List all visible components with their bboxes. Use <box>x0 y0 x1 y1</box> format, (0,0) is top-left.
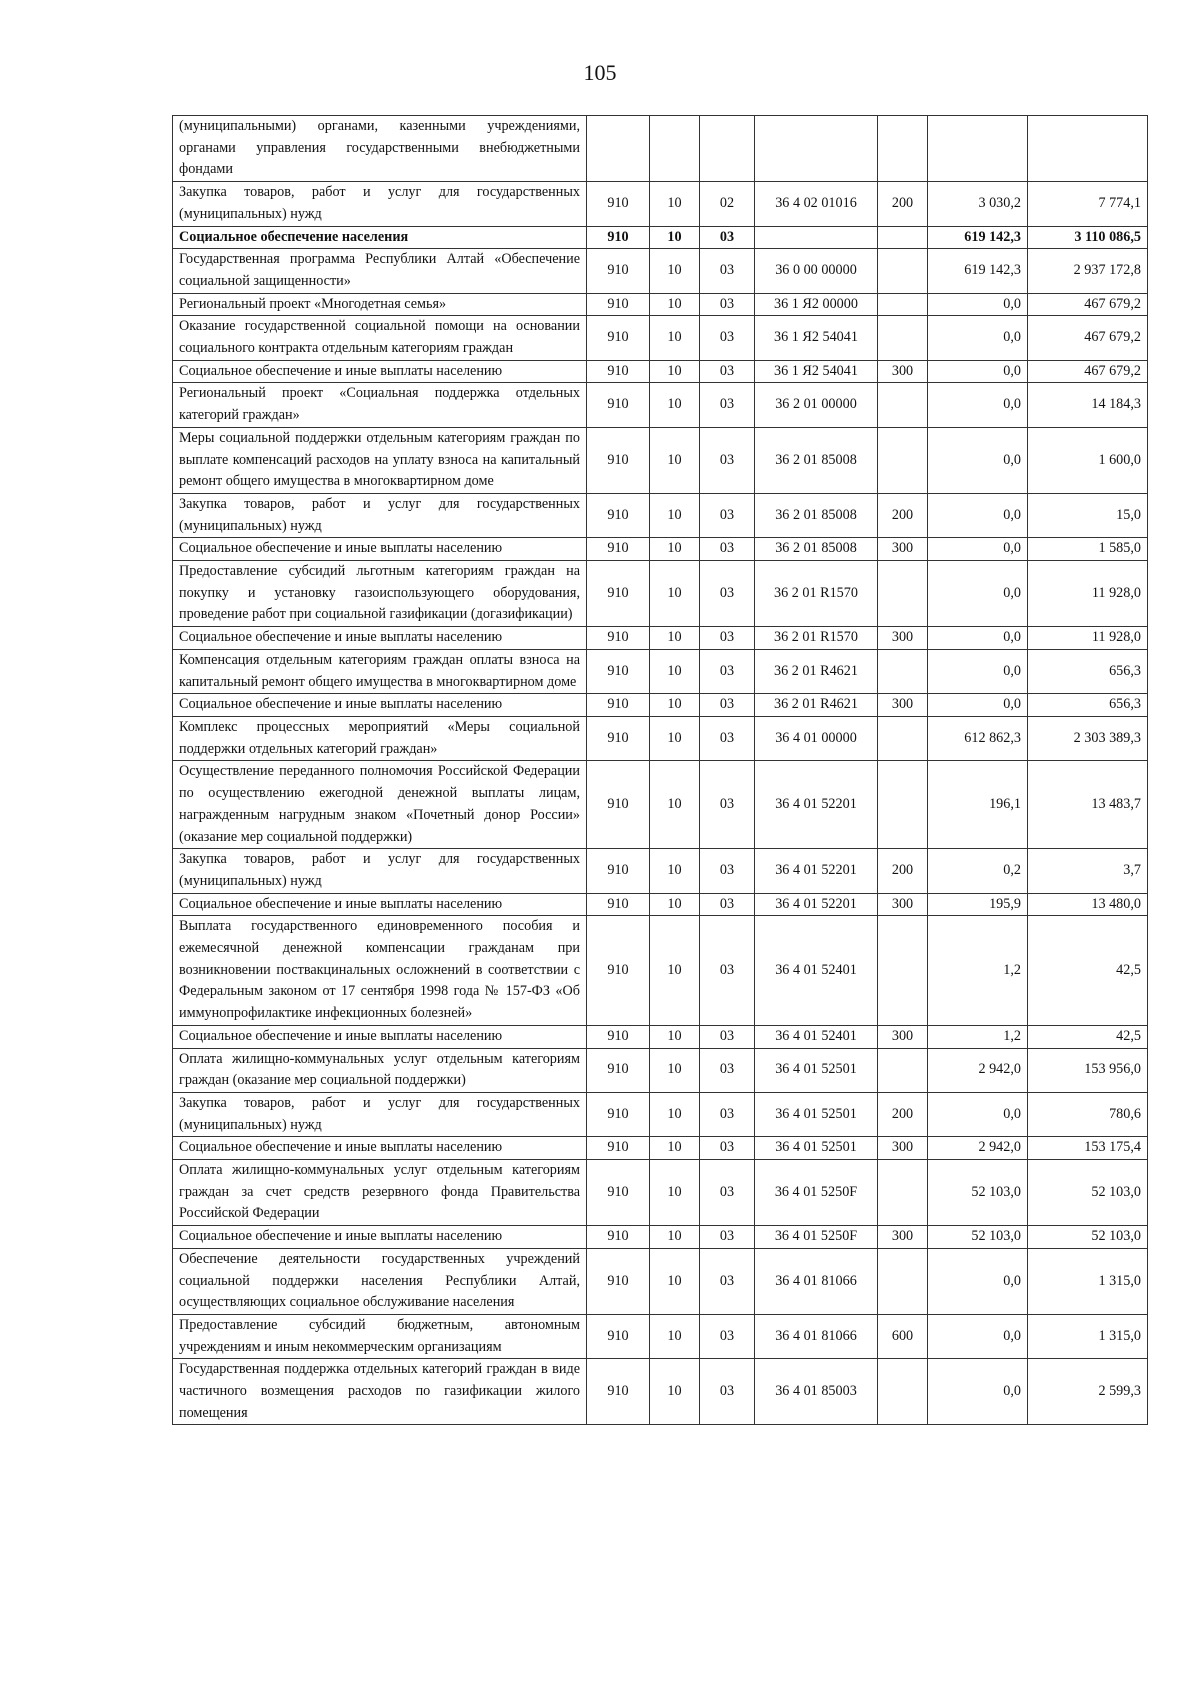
row-amount-2-cell: 153 956,0 <box>1028 1048 1148 1092</box>
row-target-article-cell: 36 1 Я2 00000 <box>755 293 878 316</box>
row-amount-2-cell: 1 315,0 <box>1028 1314 1148 1358</box>
row-amount-2-cell: 42,5 <box>1028 1025 1148 1048</box>
row-expense-type-cell <box>878 226 928 249</box>
row-amount-2-cell: 52 103,0 <box>1028 1160 1148 1226</box>
row-subsection-cell: 03 <box>700 316 755 360</box>
row-amount-1-cell: 0,0 <box>928 694 1028 717</box>
row-amount-1-cell: 0,0 <box>928 561 1028 627</box>
row-grbs-cell: 910 <box>587 1314 650 1358</box>
row-expense-type-cell <box>878 1160 928 1226</box>
row-amount-1-cell: 0,0 <box>928 1092 1028 1136</box>
row-amount-1-cell: 0,0 <box>928 1314 1028 1358</box>
table-row <box>173 849 1148 893</box>
row-expense-type-cell <box>878 293 928 316</box>
row-grbs-cell: 910 <box>587 1137 650 1160</box>
row-section-cell: 10 <box>650 360 700 383</box>
row-amount-1-cell: 195,9 <box>928 893 1028 916</box>
row-section-cell: 10 <box>650 1092 700 1136</box>
row-section-cell: 10 <box>650 182 700 226</box>
row-grbs-cell: 910 <box>587 1048 650 1092</box>
row-name-cell: Социальное обеспечение и иные выплаты населению <box>173 538 587 561</box>
row-subsection-cell: 03 <box>700 761 755 849</box>
row-subsection-cell: 03 <box>700 1092 755 1136</box>
row-subsection-cell: 03 <box>700 493 755 537</box>
row-name-cell: Закупка товаров, работ и услуг для государственных (муниципальных) нужд <box>173 1092 587 1136</box>
row-grbs-cell: 910 <box>587 761 650 849</box>
row-amount-2-cell: 656,3 <box>1028 694 1148 717</box>
row-subsection-cell: 03 <box>700 716 755 760</box>
row-amount-2-cell: 467 679,2 <box>1028 316 1148 360</box>
row-name-cell: Компенсация отдельным категориям граждан оплаты взноса на капитальный ремонт общего имущества в многоквартирном доме <box>173 649 587 693</box>
row-target-article-cell: 36 2 01 85008 <box>755 427 878 493</box>
row-grbs-cell: 910 <box>587 1160 650 1226</box>
row-grbs-cell: 910 <box>587 383 650 427</box>
table-row <box>173 1137 1148 1160</box>
row-name-cell: Государственная поддержка отдельных категорий граждан в виде частичного возмещения расходов по газификации жилого помещения <box>173 1359 587 1425</box>
row-amount-1-cell: 0,0 <box>928 649 1028 693</box>
row-expense-type-cell: 300 <box>878 360 928 383</box>
row-grbs-cell: 910 <box>587 226 650 249</box>
row-amount-1-cell: 2 942,0 <box>928 1137 1028 1160</box>
row-amount-1-cell: 3 030,2 <box>928 182 1028 226</box>
row-target-article-cell: 36 2 01 R1570 <box>755 561 878 627</box>
row-section-cell: 10 <box>650 1226 700 1249</box>
row-section-cell: 10 <box>650 716 700 760</box>
row-amount-1-cell: 0,0 <box>928 316 1028 360</box>
row-section-cell: 10 <box>650 538 700 561</box>
row-amount-2-cell: 2 599,3 <box>1028 1359 1148 1425</box>
row-expense-type-cell: 300 <box>878 627 928 650</box>
row-section-cell <box>650 116 700 182</box>
row-grbs-cell: 910 <box>587 538 650 561</box>
row-amount-2-cell: 780,6 <box>1028 1092 1148 1136</box>
row-amount-2-cell: 14 184,3 <box>1028 383 1148 427</box>
row-subsection-cell <box>700 116 755 182</box>
table-row <box>173 493 1148 537</box>
row-subsection-cell: 03 <box>700 916 755 1026</box>
row-subsection-cell: 03 <box>700 1160 755 1226</box>
row-section-cell: 10 <box>650 561 700 627</box>
row-section-cell: 10 <box>650 849 700 893</box>
row-expense-type-cell: 200 <box>878 1092 928 1136</box>
row-grbs-cell: 910 <box>587 1092 650 1136</box>
row-expense-type-cell <box>878 116 928 182</box>
row-section-cell: 10 <box>650 893 700 916</box>
row-name-cell: Закупка товаров, работ и услуг для государственных (муниципальных) нужд <box>173 849 587 893</box>
row-expense-type-cell: 300 <box>878 893 928 916</box>
row-amount-1-cell: 0,0 <box>928 627 1028 650</box>
row-subsection-cell: 03 <box>700 1226 755 1249</box>
row-grbs-cell: 910 <box>587 293 650 316</box>
row-target-article-cell: 36 1 Я2 54041 <box>755 360 878 383</box>
row-amount-2-cell: 1 585,0 <box>1028 538 1148 561</box>
row-name-cell: Оказание государственной социальной помощи на основании социального контракта отдельным категориям граждан <box>173 316 587 360</box>
row-grbs-cell: 910 <box>587 1248 650 1314</box>
row-expense-type-cell <box>878 383 928 427</box>
row-expense-type-cell: 300 <box>878 1137 928 1160</box>
row-name-cell: Государственная программа Республики Алтай «Обеспечение социальной защищенности» <box>173 249 587 293</box>
table-row <box>173 761 1148 849</box>
row-expense-type-cell <box>878 1048 928 1092</box>
row-amount-2-cell: 11 928,0 <box>1028 561 1148 627</box>
row-grbs-cell: 910 <box>587 249 650 293</box>
row-target-article-cell: 36 2 01 00000 <box>755 383 878 427</box>
row-subsection-cell: 02 <box>700 182 755 226</box>
row-section-cell: 10 <box>650 1314 700 1358</box>
row-amount-2-cell <box>1028 116 1148 182</box>
row-amount-1-cell: 0,0 <box>928 493 1028 537</box>
row-amount-1-cell: 619 142,3 <box>928 249 1028 293</box>
row-grbs-cell: 910 <box>587 716 650 760</box>
row-section-cell: 10 <box>650 1048 700 1092</box>
row-subsection-cell: 03 <box>700 694 755 717</box>
row-subsection-cell: 03 <box>700 627 755 650</box>
row-subsection-cell: 03 <box>700 561 755 627</box>
row-target-article-cell: 36 2 01 R4621 <box>755 649 878 693</box>
row-amount-1-cell: 0,0 <box>928 538 1028 561</box>
row-name-cell: Оплата жилищно-коммунальных услуг отдельным категориям граждан за счет средств резервного фонда Правительства Российской Федерации <box>173 1160 587 1226</box>
table-row <box>173 1025 1148 1048</box>
row-section-cell: 10 <box>650 1359 700 1425</box>
row-amount-2-cell: 1 600,0 <box>1028 427 1148 493</box>
row-grbs-cell: 910 <box>587 916 650 1026</box>
row-target-article-cell: 36 4 01 52201 <box>755 893 878 916</box>
row-section-cell: 10 <box>650 427 700 493</box>
row-name-cell: Социальное обеспечение и иные выплаты населению <box>173 694 587 717</box>
row-amount-1-cell: 196,1 <box>928 761 1028 849</box>
row-subsection-cell: 03 <box>700 293 755 316</box>
row-section-cell: 10 <box>650 493 700 537</box>
row-amount-2-cell: 42,5 <box>1028 916 1148 1026</box>
table-row <box>173 293 1148 316</box>
table-row <box>173 116 1148 182</box>
page-number: 105 <box>583 60 617 85</box>
row-grbs-cell: 910 <box>587 1226 650 1249</box>
table-row <box>173 1092 1148 1136</box>
row-amount-1-cell: 619 142,3 <box>928 226 1028 249</box>
row-grbs-cell: 910 <box>587 627 650 650</box>
row-amount-2-cell: 1 315,0 <box>1028 1248 1148 1314</box>
row-grbs-cell <box>587 116 650 182</box>
row-amount-2-cell: 467 679,2 <box>1028 360 1148 383</box>
row-subsection-cell: 03 <box>700 383 755 427</box>
row-name-cell: Социальное обеспечение и иные выплаты населению <box>173 627 587 650</box>
table-row <box>173 916 1148 1026</box>
row-target-article-cell <box>755 226 878 249</box>
row-amount-1-cell: 0,0 <box>928 360 1028 383</box>
row-subsection-cell: 03 <box>700 1048 755 1092</box>
row-amount-2-cell: 153 175,4 <box>1028 1137 1148 1160</box>
row-target-article-cell: 36 4 01 52401 <box>755 916 878 1026</box>
row-section-cell: 10 <box>650 761 700 849</box>
row-target-article-cell: 36 4 01 81066 <box>755 1248 878 1314</box>
budget-table <box>172 115 1148 1425</box>
row-subsection-cell: 03 <box>700 1314 755 1358</box>
row-name-cell: Социальное обеспечение и иные выплаты населению <box>173 1137 587 1160</box>
row-target-article-cell: 36 4 01 52201 <box>755 849 878 893</box>
row-name-cell: Закупка товаров, работ и услуг для государственных (муниципальных) нужд <box>173 493 587 537</box>
row-expense-type-cell: 200 <box>878 182 928 226</box>
row-subsection-cell: 03 <box>700 1359 755 1425</box>
row-target-article-cell: 36 1 Я2 54041 <box>755 316 878 360</box>
row-expense-type-cell <box>878 316 928 360</box>
row-subsection-cell: 03 <box>700 1248 755 1314</box>
row-target-article-cell <box>755 116 878 182</box>
row-grbs-cell: 910 <box>587 694 650 717</box>
row-amount-1-cell: 0,0 <box>928 427 1028 493</box>
row-grbs-cell: 910 <box>587 1359 650 1425</box>
row-name-cell: Закупка товаров, работ и услуг для государственных (муниципальных) нужд <box>173 182 587 226</box>
row-name-cell: Социальное обеспечение населения <box>173 226 587 249</box>
row-subsection-cell: 03 <box>700 360 755 383</box>
row-amount-2-cell: 52 103,0 <box>1028 1226 1148 1249</box>
row-target-article-cell: 36 4 01 5250F <box>755 1226 878 1249</box>
row-expense-type-cell: 200 <box>878 849 928 893</box>
row-target-article-cell: 36 4 01 52501 <box>755 1048 878 1092</box>
row-section-cell: 10 <box>650 1248 700 1314</box>
row-amount-1-cell: 1,2 <box>928 1025 1028 1048</box>
row-target-article-cell: 36 4 01 52501 <box>755 1137 878 1160</box>
row-name-cell: Региональный проект «Социальная поддержка отдельных категорий граждан» <box>173 383 587 427</box>
row-section-cell: 10 <box>650 627 700 650</box>
row-amount-1-cell: 0,0 <box>928 293 1028 316</box>
table-row <box>173 1314 1148 1358</box>
row-subsection-cell: 03 <box>700 849 755 893</box>
row-name-cell: Социальное обеспечение и иные выплаты населению <box>173 360 587 383</box>
row-target-article-cell: 36 4 01 5250F <box>755 1160 878 1226</box>
row-expense-type-cell <box>878 649 928 693</box>
row-section-cell: 10 <box>650 1160 700 1226</box>
row-amount-2-cell: 467 679,2 <box>1028 293 1148 316</box>
row-name-cell: Комплекс процессных мероприятий «Меры социальной поддержки отдельных категорий граждан» <box>173 716 587 760</box>
table-row <box>173 1226 1148 1249</box>
row-name-cell: (муниципальными) органами, казенными учреждениями, органами управления государственными внебюджетными фондами <box>173 116 587 182</box>
row-amount-1-cell: 0,0 <box>928 1248 1028 1314</box>
row-grbs-cell: 910 <box>587 893 650 916</box>
table-row <box>173 893 1148 916</box>
table-row <box>173 182 1148 226</box>
row-amount-1-cell: 2 942,0 <box>928 1048 1028 1092</box>
row-expense-type-cell: 200 <box>878 493 928 537</box>
row-name-cell: Осуществление переданного полномочия Российской Федерации по осуществлению ежегодной денежной выплаты лицам, награжденным нагрудным знаком «Почетный донор России» (оказание мер социальной поддержки) <box>173 761 587 849</box>
row-section-cell: 10 <box>650 916 700 1026</box>
row-target-article-cell: 36 0 00 00000 <box>755 249 878 293</box>
row-section-cell: 10 <box>650 383 700 427</box>
row-subsection-cell: 03 <box>700 1025 755 1048</box>
row-grbs-cell: 910 <box>587 493 650 537</box>
row-name-cell: Обеспечение деятельности государственных учреждений социальной поддержки населения Республики Алтай, осуществляющих социальное обслуживание населения <box>173 1248 587 1314</box>
row-expense-type-cell <box>878 1359 928 1425</box>
table-row <box>173 627 1148 650</box>
row-subsection-cell: 03 <box>700 226 755 249</box>
row-amount-1-cell: 1,2 <box>928 916 1028 1026</box>
row-target-article-cell: 36 4 01 00000 <box>755 716 878 760</box>
row-subsection-cell: 03 <box>700 538 755 561</box>
row-name-cell: Региональный проект «Многодетная семья» <box>173 293 587 316</box>
table-row <box>173 226 1148 249</box>
row-section-cell: 10 <box>650 316 700 360</box>
table-row <box>173 360 1148 383</box>
row-amount-2-cell: 13 480,0 <box>1028 893 1148 916</box>
row-expense-type-cell <box>878 1248 928 1314</box>
row-subsection-cell: 03 <box>700 893 755 916</box>
row-amount-2-cell: 7 774,1 <box>1028 182 1148 226</box>
row-amount-2-cell: 3 110 086,5 <box>1028 226 1148 249</box>
row-name-cell: Выплата государственного единовременного пособия и ежемесячной денежной компенсации гражданам при возникновении поствакцинальных осложнений в соответствии с Федеральным законом от 17 сентября 1998 года № 157-ФЗ «Об иммунопрофилактике инфекционных болезней» <box>173 916 587 1026</box>
table-row <box>173 716 1148 760</box>
row-expense-type-cell <box>878 916 928 1026</box>
row-grbs-cell: 910 <box>587 849 650 893</box>
row-grbs-cell: 910 <box>587 561 650 627</box>
table-row <box>173 694 1148 717</box>
row-expense-type-cell <box>878 761 928 849</box>
table-row <box>173 538 1148 561</box>
row-name-cell: Социальное обеспечение и иные выплаты населению <box>173 893 587 916</box>
table-row <box>173 249 1148 293</box>
row-target-article-cell: 36 2 01 85008 <box>755 493 878 537</box>
row-grbs-cell: 910 <box>587 316 650 360</box>
table-row <box>173 561 1148 627</box>
table-row <box>173 383 1148 427</box>
table-row <box>173 1048 1148 1092</box>
row-section-cell: 10 <box>650 649 700 693</box>
row-target-article-cell: 36 2 01 R4621 <box>755 694 878 717</box>
row-section-cell: 10 <box>650 249 700 293</box>
row-grbs-cell: 910 <box>587 360 650 383</box>
budget-table-body <box>173 116 1148 1425</box>
row-section-cell: 10 <box>650 226 700 249</box>
row-subsection-cell: 03 <box>700 427 755 493</box>
row-name-cell: Оплата жилищно-коммунальных услуг отдельным категориям граждан (оказание мер социальной поддержки) <box>173 1048 587 1092</box>
row-subsection-cell: 03 <box>700 1137 755 1160</box>
row-expense-type-cell <box>878 716 928 760</box>
row-amount-2-cell: 2 303 389,3 <box>1028 716 1148 760</box>
row-section-cell: 10 <box>650 694 700 717</box>
row-subsection-cell: 03 <box>700 249 755 293</box>
row-section-cell: 10 <box>650 1025 700 1048</box>
table-row <box>173 1359 1148 1425</box>
table-row <box>173 1160 1148 1226</box>
row-expense-type-cell: 300 <box>878 1226 928 1249</box>
row-target-article-cell: 36 4 01 52401 <box>755 1025 878 1048</box>
row-target-article-cell: 36 2 01 R1570 <box>755 627 878 650</box>
row-name-cell: Социальное обеспечение и иные выплаты населению <box>173 1025 587 1048</box>
row-name-cell: Предоставление субсидий бюджетным, автономным учреждениям и иным некоммерческим организациям <box>173 1314 587 1358</box>
row-section-cell: 10 <box>650 293 700 316</box>
row-amount-1-cell: 0,2 <box>928 849 1028 893</box>
row-target-article-cell: 36 4 01 52501 <box>755 1092 878 1136</box>
row-target-article-cell: 36 4 01 81066 <box>755 1314 878 1358</box>
row-grbs-cell: 910 <box>587 1025 650 1048</box>
row-expense-type-cell <box>878 249 928 293</box>
row-section-cell: 10 <box>650 1137 700 1160</box>
row-name-cell: Меры социальной поддержки отдельным категориям граждан по выплате компенсаций расходов на уплату взноса на капитальный ремонт общего имущества в многоквартирном доме <box>173 427 587 493</box>
table-row <box>173 1248 1148 1314</box>
row-grbs-cell: 910 <box>587 182 650 226</box>
row-grbs-cell: 910 <box>587 649 650 693</box>
row-amount-1-cell: 52 103,0 <box>928 1226 1028 1249</box>
row-name-cell: Предоставление субсидий льготным категориям граждан на покупку и установку газоиспользующего оборудования, проведение работ при социальной газификации (догазификации) <box>173 561 587 627</box>
row-amount-1-cell <box>928 116 1028 182</box>
row-amount-2-cell: 15,0 <box>1028 493 1148 537</box>
row-amount-2-cell: 13 483,7 <box>1028 761 1148 849</box>
row-grbs-cell: 910 <box>587 427 650 493</box>
row-amount-2-cell: 11 928,0 <box>1028 627 1148 650</box>
row-amount-2-cell: 2 937 172,8 <box>1028 249 1148 293</box>
row-target-article-cell: 36 4 01 52201 <box>755 761 878 849</box>
row-expense-type-cell: 300 <box>878 1025 928 1048</box>
row-target-article-cell: 36 2 01 85008 <box>755 538 878 561</box>
row-expense-type-cell: 600 <box>878 1314 928 1358</box>
table-row <box>173 316 1148 360</box>
table-row <box>173 427 1148 493</box>
table-row <box>173 649 1148 693</box>
row-expense-type-cell: 300 <box>878 694 928 717</box>
row-subsection-cell: 03 <box>700 649 755 693</box>
row-name-cell: Социальное обеспечение и иные выплаты населению <box>173 1226 587 1249</box>
row-target-article-cell: 36 4 02 01016 <box>755 182 878 226</box>
row-amount-1-cell: 0,0 <box>928 383 1028 427</box>
row-amount-2-cell: 3,7 <box>1028 849 1148 893</box>
row-expense-type-cell: 300 <box>878 538 928 561</box>
row-amount-1-cell: 52 103,0 <box>928 1160 1028 1226</box>
row-target-article-cell: 36 4 01 85003 <box>755 1359 878 1425</box>
row-amount-2-cell: 656,3 <box>1028 649 1148 693</box>
row-expense-type-cell <box>878 561 928 627</box>
row-amount-1-cell: 0,0 <box>928 1359 1028 1425</box>
row-amount-1-cell: 612 862,3 <box>928 716 1028 760</box>
row-expense-type-cell <box>878 427 928 493</box>
